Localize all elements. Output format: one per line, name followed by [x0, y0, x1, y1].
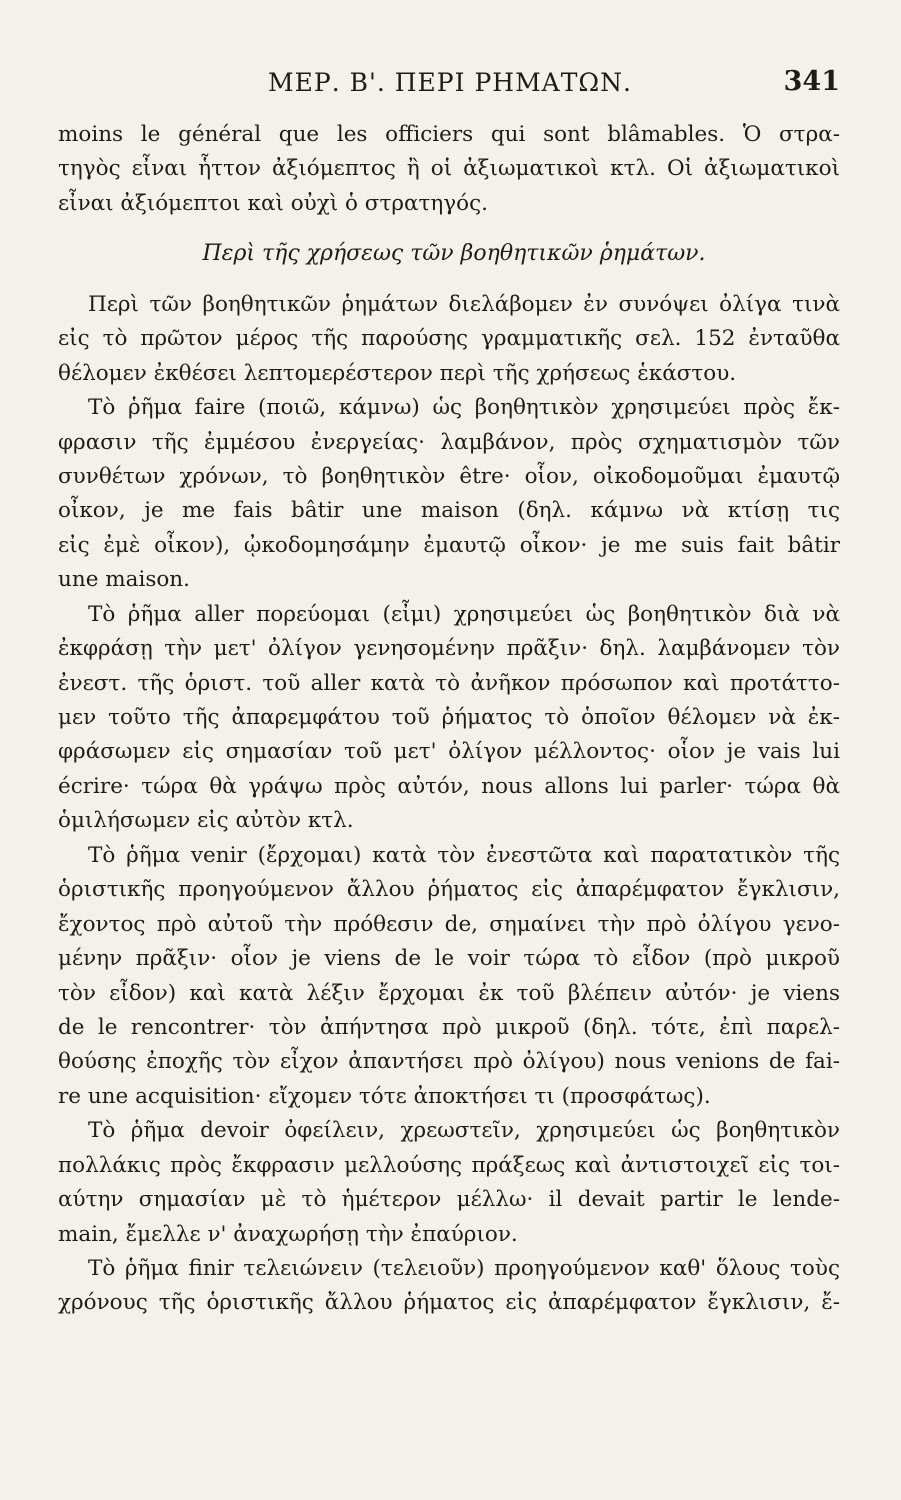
text-line: συνθέτων χρόνων, τὸ βοηθητικὸν être· οἷον, οἰκοδομοῦμαι ἐμαυτῷ [58, 463, 840, 489]
text-line: εἰς τὸ πρῶτον μέρος τῆς παρούσης γραμματικῆς σελ. 152 ἐνταῦθα [58, 326, 840, 352]
text-line: φρασιν τῆς ἐμμέσου ἐνεργείας· λαμβάνον, πρὸς σχηματισμὸν τῶν [58, 429, 840, 455]
text-line: écrire· τώρα θὰ γράψω πρὸς αὐτόν, nous allons lui parler· τώρα θὰ [58, 773, 840, 799]
text-line: εἶναι ἀξιόμεπτοι καὶ οὐχὶ ὁ στρατηγός. [58, 190, 488, 216]
text-line: εἰς ἐμὲ οἶκον), ᾠκοδομησάμην ἐμαυτῷ οἶκον· je me suis fait bâtir [58, 532, 840, 558]
text-line: Τὸ ῥῆμα faire (ποιῶ, κάμνω) ὡς βοηθητικὸν χρησιμεύει πρὸς ἔκ- [88, 395, 840, 421]
text-line: Περὶ τῶν βοηθητικῶν ῥημάτων διελάβομεν ἐν συνόψει ὀλίγα τινὰ [88, 291, 840, 317]
text-line: τηγὸς εἶναι ἧττον ἀξιόμεπτος ἢ οἱ ἀξιωματικοὶ κτλ. Οἱ ἀξιωματικοὶ [58, 156, 840, 182]
text-line: αύτην σημασίαν μὲ τὸ ἡμέτερον μέλλω· il devait partir le lende- [58, 1187, 840, 1213]
text-line: θέλομεν ἐκθέσει λεπτομερέστερον περὶ τῆς χρήσεως ἑκάστου. [58, 360, 737, 386]
spacer [58, 221, 840, 237]
text-line: φράσωμεν εἰς σημασίαν τοῦ μετ' ὀλίγον μέλλοντος· οἷον je vais lui [58, 739, 840, 765]
text-line: ἔχοντος πρὸ αὐτοῦ τὴν πρόθεσιν de, σημαίνει τὴν πρὸ ὀλίγου γενο- [58, 911, 840, 937]
text-line: Τὸ ῥῆμα venir (ἔρχομαι) κατὰ τὸν ἐνεστῶτα καὶ παρατατικὸν τῆς [88, 842, 840, 868]
page-number: 341 [783, 66, 840, 97]
text-line: Τὸ ῥῆμα finir τελειώνειν (τελειοῦν) προηγούμενον καθ' ὅλους τοὺς [88, 1256, 840, 1281]
text-line: ὁμιλήσωμεν εἰς αὐτὸν κτλ. [58, 808, 354, 834]
body-text [58, 118, 840, 1321]
text-line: τὸν εἶδον) καὶ κατὰ λέξιν ἔρχομαι ἐκ τοῦ βλέπειν αὐτόν· je viens [58, 980, 840, 1006]
text-line: μένην πρᾶξιν· οἷον je viens de le voir τώρα τὸ εἶδον (πρὸ μικροῦ [58, 946, 840, 972]
text-line: θούσης ἐποχῆς τὸν εἶχον ἀπαντήσει πρὸ ὀλίγου) nous venions de fai- [58, 1049, 840, 1075]
text-line: main, ἔμελλε ν' ἀναχωρήσῃ τὴν ἐπαύριον. [58, 1221, 518, 1247]
text-line: ἐνεστ. τῆς ὁριστ. τοῦ aller κατὰ τὸ ἀνῆκον πρόσωπον καὶ προτάττο- [58, 670, 840, 696]
text-line: re une acquisition· εἴχομεν τότε ἀποκτήσει τι (προσφάτως). [58, 1083, 711, 1109]
text-line: une maison. [58, 567, 190, 593]
text-line: οἶκον, je me fais bâtir une maison (δηλ. κάμνω νὰ κτίσῃ τις [58, 498, 840, 524]
text-line: χρόνους τῆς ὁριστικῆς ἄλλου ῥήματος εἰς ἀπαρέμφατον ἔγκλισιν, ἔ- [58, 1290, 840, 1316]
section-heading: Περὶ τῆς χρήσεως τῶν βοηθητικῶν ῥημάτων. [202, 241, 706, 267]
page-header [60, 64, 840, 104]
text-line: πολλάκις πρὸς ἔκφρασιν μελλούσης πράξεως καὶ ἀντιστοιχεῖ εἰς τοι- [58, 1152, 840, 1178]
text-line: moins le général que les officiers qui sont blâmables. Ὁ στρα- [58, 122, 840, 147]
text-line: ὁριστικῆς προηγούμενον ἄλλου ῥήματος εἰς ἀπαρέμφατον ἔγκλισιν, [58, 877, 840, 903]
text-line: ἐκφράσῃ τὴν μετ' ὀλίγον γενησομένην πρᾶξιν· δηλ. λαμβάνομεν τὸν [58, 636, 840, 662]
text-line: Τὸ ῥῆμα devoir ὀφείλειν, χρεωστεῖν, χρησιμεύει ὡς βοηθητικὸν [88, 1118, 840, 1144]
text-line: de le rencontrer· τὸν ἀπήντησα πρὸ μικροῦ (δηλ. τότε, ἐπὶ παρελ- [58, 1014, 840, 1040]
text-line: Τὸ ῥῆμα aller πορεύομαι (εἶμι) χρησιμεύει ὡς βοηθητικὸν διὰ νὰ [88, 601, 840, 627]
running-title: ΜΕΡ. Β'. ΠΕΡΙ ΡΗΜΑΤΩΝ. [268, 68, 632, 97]
text-line: μεν τοῦτο τῆς ἀπαρεμφάτου τοῦ ῥήματος τὸ ὁποῖον θέλομεν νὰ ἐκ- [58, 705, 840, 730]
spacer [58, 272, 840, 288]
